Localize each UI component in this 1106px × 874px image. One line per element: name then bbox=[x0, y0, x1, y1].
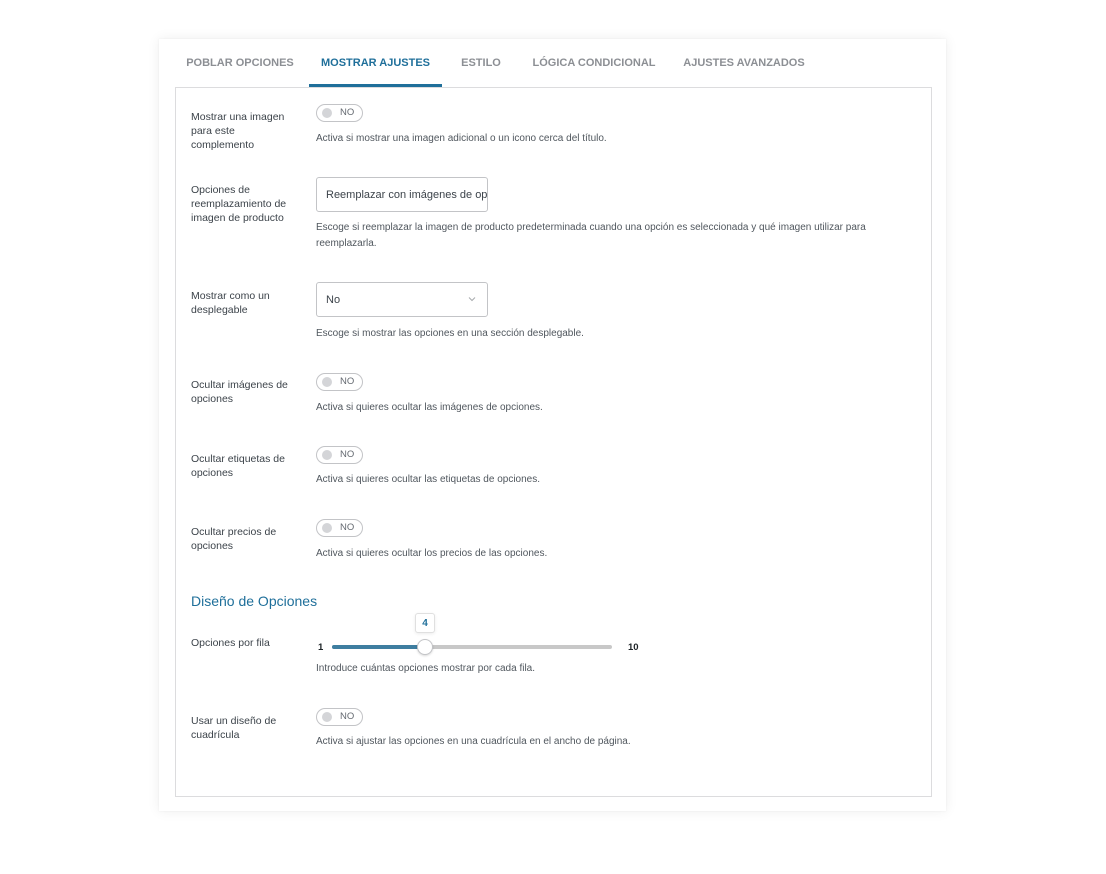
replace-image-description: Escoge si reemplazar la imagen de producto predeterminada cuando una opción es seleccionada y qué imagen utilizar para reemplazarla. bbox=[316, 222, 866, 249]
toggle-state: NO bbox=[340, 711, 355, 722]
toggle-knob bbox=[322, 377, 332, 387]
show-image-label: Mostrar una imagen para este complemento bbox=[191, 111, 285, 151]
show-image-toggle[interactable] bbox=[316, 104, 363, 122]
dropdown-label: Mostrar como un desplegable bbox=[191, 290, 270, 316]
toggle-knob bbox=[322, 108, 332, 118]
hide-images-description: Activa si quieres ocultar las imágenes de opciones. bbox=[316, 402, 543, 413]
grid-layout-label: Usar un diseño de cuadrícula bbox=[191, 715, 277, 741]
hide-images-toggle[interactable] bbox=[316, 373, 363, 391]
settings-card bbox=[159, 39, 946, 811]
layout-section-title: Diseño de Opciones bbox=[191, 593, 318, 609]
slider-track[interactable] bbox=[332, 617, 612, 649]
dropdown-select[interactable] bbox=[316, 282, 488, 317]
toggle-state: NO bbox=[340, 107, 355, 118]
replace-image-select[interactable] bbox=[316, 177, 488, 212]
dropdown-value: No bbox=[326, 293, 341, 306]
dropdown-description: Escoge si mostrar las opciones en una sección desplegable. bbox=[316, 328, 584, 339]
replace-image-label: Opciones de reemplazamiento de imagen de producto bbox=[191, 184, 287, 224]
toggle-knob bbox=[322, 712, 332, 722]
toggle-state: NO bbox=[340, 376, 355, 387]
hide-prices-description: Activa si quieres ocultar los precios de las opciones. bbox=[316, 548, 548, 559]
slider-fill bbox=[332, 645, 425, 649]
hide-labels-label: Ocultar etiquetas de opciones bbox=[191, 453, 285, 479]
options-per-row-description: Introduce cuántas opciones mostrar por cada fila. bbox=[316, 663, 536, 674]
slider-max-label: 10 bbox=[628, 642, 639, 653]
hide-labels-toggle[interactable] bbox=[316, 446, 363, 464]
hide-images-label: Ocultar imágenes de opciones bbox=[191, 379, 288, 405]
slider-min-label: 1 bbox=[318, 642, 324, 653]
tab-ajustes-avanzados[interactable]: AJUSTES AVANZADOS bbox=[683, 57, 805, 69]
hide-prices-label: Ocultar precios de opciones bbox=[191, 526, 277, 552]
replace-image-value: Reemplazar con imágenes de op bbox=[326, 188, 488, 201]
slider-handle[interactable] bbox=[417, 639, 433, 655]
options-per-row-label: Opciones por fila bbox=[191, 637, 270, 649]
tab-bar bbox=[159, 39, 946, 87]
toggle-knob bbox=[322, 523, 332, 533]
grid-layout-description: Activa si ajustar las opciones en una cuadrícula en el ancho de página. bbox=[316, 736, 631, 747]
slider-value-tooltip: 4 bbox=[415, 613, 435, 633]
hide-prices-toggle[interactable] bbox=[316, 519, 363, 537]
display-settings-panel bbox=[175, 87, 932, 797]
hide-labels-description: Activa si quieres ocultar las etiquetas de opciones. bbox=[316, 474, 541, 485]
tab-poblar-opciones[interactable]: POBLAR OPCIONES bbox=[186, 57, 294, 69]
tab-estilo[interactable]: ESTILO bbox=[461, 57, 501, 69]
chevron-down-icon bbox=[467, 294, 477, 304]
toggle-knob bbox=[322, 450, 332, 460]
tab-logica-condicional[interactable]: LÓGICA CONDICIONAL bbox=[532, 57, 656, 69]
toggle-state: NO bbox=[340, 522, 355, 533]
toggle-state: NO bbox=[340, 449, 355, 460]
show-image-description: Activa si mostrar una imagen adicional o un icono cerca del título. bbox=[316, 133, 607, 144]
tab-mostrar-ajustes[interactable]: MOSTRAR AJUSTES bbox=[309, 39, 442, 87]
grid-layout-toggle[interactable] bbox=[316, 708, 363, 726]
